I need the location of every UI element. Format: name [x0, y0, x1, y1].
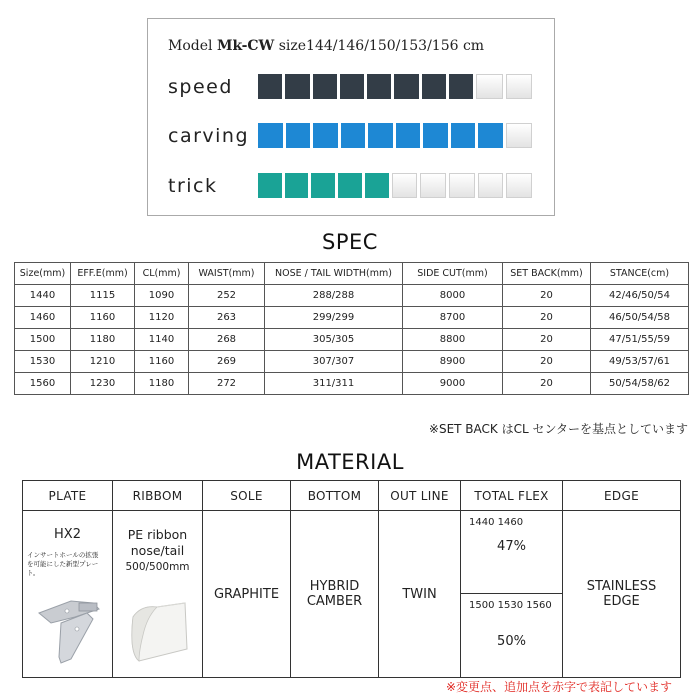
spec-cell: 8000 — [403, 285, 503, 307]
ribbon-image — [127, 595, 193, 667]
bottom-line2: CAMBER — [306, 594, 363, 609]
edge-cell — [563, 511, 681, 678]
spec-cell: 1140 — [135, 329, 189, 351]
spec-cell: 1115 — [71, 285, 135, 307]
rating-segment-empty — [478, 173, 504, 198]
table-row — [15, 285, 689, 307]
spec-cell: 50/54/58/62 — [591, 373, 689, 395]
ribbon-line1: PE ribbon — [127, 527, 188, 542]
plate-cell — [23, 511, 113, 678]
flex-value-1: 47% — [497, 539, 526, 554]
spec-cell: 272 — [189, 373, 265, 395]
ribbon-line2: nose/tail — [130, 543, 185, 558]
spec-cell: 20 — [503, 307, 591, 329]
table-row — [15, 373, 689, 395]
spec-cell: 1180 — [135, 373, 189, 395]
spec-cell: 46/50/54/58 — [591, 307, 689, 329]
spec-cell: 1180 — [71, 329, 135, 351]
rating-segment-filled — [365, 173, 389, 198]
plate-name: HX2 — [54, 527, 81, 542]
rating-segment-filled — [258, 173, 282, 198]
spec-cell: 20 — [503, 285, 591, 307]
bottom-cell — [291, 511, 379, 678]
model-name: Mk-CW — [216, 38, 275, 54]
spec-cell: 1120 — [135, 307, 189, 329]
ribbon-text — [113, 527, 202, 575]
spec-cell: 8800 — [403, 329, 503, 351]
rating-segment-empty — [506, 74, 532, 99]
rating-segment-filled — [258, 123, 283, 148]
rating-segment-empty — [506, 123, 533, 148]
plate-image — [31, 583, 105, 667]
rating-segment-filled — [313, 74, 337, 99]
rating-segment-filled — [340, 74, 364, 99]
material-header-outline: OUT LINE — [379, 481, 461, 511]
spec-cell: 42/46/50/54 — [591, 285, 689, 307]
change-note: ※変更点、追加点を赤字で表記しています — [445, 680, 672, 694]
rating-segment-empty — [420, 173, 446, 198]
spec-header-row — [15, 263, 689, 285]
spec-header-sidecut: SIDE CUT(mm) — [403, 263, 503, 285]
flex-sizes-1: 1440 1460 — [469, 517, 524, 528]
material-header-edge: EDGE — [563, 481, 681, 511]
spec-header-nose-tail: NOSE / TAIL WIDTH(mm) — [265, 263, 403, 285]
spec-header-waist: WAIST(mm) — [189, 263, 265, 285]
spec-cell: 20 — [503, 329, 591, 351]
rating-segment-filled — [449, 74, 473, 99]
edge-line2: EDGE — [603, 594, 640, 609]
rating-box — [147, 18, 555, 216]
spec-header-effe: EFF.E(mm) — [71, 263, 135, 285]
rating-segment-filled — [285, 173, 309, 198]
outline-cell: TWIN — [379, 511, 461, 678]
spec-cell: 47/51/55/59 — [591, 329, 689, 351]
setback-note: ※SET BACK はCL センターを基点としています — [428, 422, 688, 436]
material-header-plate: PLATE — [23, 481, 113, 511]
rating-segment-filled — [368, 123, 393, 148]
model-line — [168, 38, 484, 54]
spec-header-stance: STANCE(cm) — [591, 263, 689, 285]
spec-cell: 1090 — [135, 285, 189, 307]
material-title: MATERIAL — [296, 450, 404, 474]
sole-cell: GRAPHITE — [203, 511, 291, 678]
spec-cell: 1560 — [15, 373, 71, 395]
rating-segment-empty — [506, 173, 532, 198]
rating-segment-filled — [478, 123, 503, 148]
bottom-line1: HYBRID — [309, 579, 360, 594]
table-row — [15, 351, 689, 373]
spec-cell: 252 — [189, 285, 265, 307]
rating-segment-filled — [311, 173, 335, 198]
edge-line1: STAINLESS — [586, 579, 657, 594]
material-header-row — [23, 481, 681, 511]
rating-label-speed: speed — [168, 76, 233, 98]
material-header-total-flex: TOTAL FLEX — [461, 481, 563, 511]
spec-table — [14, 262, 689, 395]
rating-bar-trick — [258, 173, 532, 198]
spec-cell: 1500 — [15, 329, 71, 351]
spec-cell: 1440 — [15, 285, 71, 307]
spec-cell: 8700 — [403, 307, 503, 329]
spec-cell: 269 — [189, 351, 265, 373]
rating-segment-filled — [394, 74, 418, 99]
spec-cell: 1160 — [71, 307, 135, 329]
rating-label-trick: trick — [168, 175, 218, 197]
spec-cell: 305/305 — [265, 329, 403, 351]
rating-segment-filled — [258, 74, 282, 99]
spec-cell: 307/307 — [265, 351, 403, 373]
spec-cell: 1210 — [71, 351, 135, 373]
rating-segment-filled — [423, 123, 448, 148]
flex-group-2 — [461, 594, 562, 677]
spec-cell: 20 — [503, 351, 591, 373]
spec-cell: 1230 — [71, 373, 135, 395]
material-header-sole: SOLE — [203, 481, 291, 511]
spec-cell: 20 — [503, 373, 591, 395]
spec-cell: 263 — [189, 307, 265, 329]
model-prefix: Model — [168, 38, 217, 54]
rating-bar-speed — [258, 74, 532, 99]
spec-header-size: Size(mm) — [15, 263, 71, 285]
spec-cell: 49/53/57/61 — [591, 351, 689, 373]
spec-cell: 1530 — [15, 351, 71, 373]
model-sizes: size144/146/150/153/156 cm — [274, 38, 485, 54]
rating-segment-filled — [285, 74, 309, 99]
rating-segment-filled — [341, 123, 366, 148]
material-header-ribbom: RIBBOM — [113, 481, 203, 511]
spec-cell: 9000 — [403, 373, 503, 395]
rating-segment-filled — [451, 123, 476, 148]
spec-cell: 299/299 — [265, 307, 403, 329]
flex-value-2: 50% — [497, 634, 526, 649]
ribbon-cell — [113, 511, 203, 678]
table-row — [15, 329, 689, 351]
rating-segment-filled — [313, 123, 338, 148]
material-row — [23, 511, 681, 678]
plate-description — [27, 551, 108, 578]
spec-title: SPEC — [322, 230, 378, 254]
spec-header-setback: SET BACK(mm) — [503, 263, 591, 285]
material-header-bottom: BOTTOM — [291, 481, 379, 511]
rating-segment-filled — [422, 74, 446, 99]
spec-cell: 268 — [189, 329, 265, 351]
material-table — [22, 480, 681, 678]
rating-bar-carving — [258, 123, 532, 148]
flex-sizes-2: 1500 1530 1560 — [469, 600, 552, 611]
rating-segment-filled — [396, 123, 421, 148]
rating-segment-filled — [286, 123, 311, 148]
rating-label-carving: carving — [168, 125, 250, 147]
rating-segment-empty — [476, 74, 502, 99]
spec-cell: 1160 — [135, 351, 189, 373]
total-flex-cell — [461, 511, 563, 678]
rating-segment-filled — [338, 173, 362, 198]
flex-group-1 — [461, 511, 562, 594]
spec-cell: 8900 — [403, 351, 503, 373]
plate-desc-line2: を可能にした新型プレート。 — [27, 560, 99, 577]
ribbon-line3: 500/500mm — [125, 561, 190, 573]
spec-cell: 311/311 — [265, 373, 403, 395]
table-row — [15, 307, 689, 329]
spec-header-cl: CL(mm) — [135, 263, 189, 285]
spec-cell: 1460 — [15, 307, 71, 329]
rating-segment-empty — [392, 173, 418, 198]
spec-cell: 288/288 — [265, 285, 403, 307]
rating-segment-empty — [449, 173, 475, 198]
plate-desc-line1: インサートホールの拡張 — [27, 551, 99, 559]
rating-segment-filled — [367, 74, 391, 99]
